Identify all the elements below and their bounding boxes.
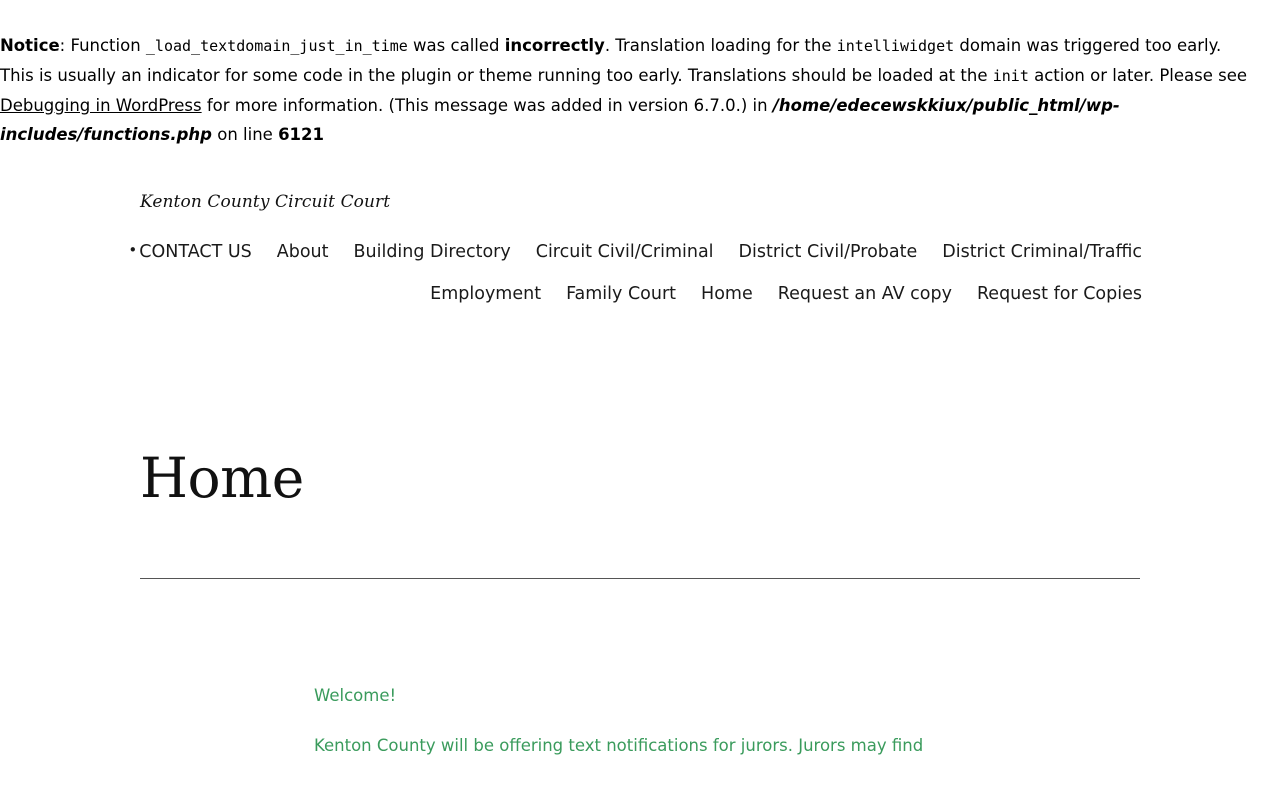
notice-domain-name: intelliwidget (836, 37, 955, 55)
page-title: Home (140, 446, 304, 510)
nav-item-building-directory[interactable]: Building Directory (353, 242, 511, 262)
notice-action-name: init (992, 67, 1029, 85)
main-navigation (0, 243, 1280, 303)
notice-seg1: : Function (59, 36, 146, 55)
notice-function-name: _load_textdomain_just_in_time (145, 37, 408, 55)
notice-line-number: 6121 (278, 125, 324, 144)
site-title[interactable]: Kenton County Circuit Court (140, 192, 391, 212)
nav-row-secondary (0, 283, 1142, 304)
notice-label: Notice (0, 36, 60, 55)
site-header (0, 192, 1280, 303)
nav-item-district-criminal-traffic[interactable]: District Criminal/Traffic (942, 242, 1142, 262)
nav-item-employment[interactable]: Employment (430, 283, 542, 304)
notice-file-path: /home/edecewskkiux/public_html/wp-includes/functions.php (0, 96, 1120, 144)
notice-seg7: on line (211, 125, 279, 144)
nav-item-about[interactable]: About (276, 242, 329, 262)
nav-row-primary (0, 243, 1142, 262)
title-divider (140, 578, 1140, 579)
debugging-in-wordpress-link[interactable]: Debugging in WordPress (0, 96, 202, 115)
welcome-text: Welcome! (314, 686, 397, 705)
nav-item-request-an-av-copy[interactable]: Request an AV copy (777, 283, 952, 304)
nav-item-district-civil-probate[interactable]: District Civil/Probate (738, 242, 918, 262)
nav-item-contact-us[interactable] (128, 243, 251, 262)
notice-seg4: domain was triggered too early. This is usually an indicator for some code in the plugin or theme running too early. Translations should be loaded at the (0, 36, 1222, 85)
nav-item-request-for-copies[interactable]: Request for Copies (976, 283, 1142, 304)
nav-item-family-court[interactable]: Family Court (566, 283, 677, 304)
nav-item-label: CONTACT US (139, 242, 252, 262)
nav-item-home[interactable]: Home (701, 283, 753, 304)
notice-incorrectly: incorrectly (504, 36, 605, 55)
main-content (314, 683, 1014, 759)
notice-seg5: action or later. Please see (1028, 66, 1248, 85)
notice-seg6: for more information. (This message was added in version 6.7.0.) in (201, 96, 773, 115)
notice-seg3: . Translation loading for the (604, 36, 837, 55)
php-notice (0, 0, 1268, 149)
content-paragraph-1: Kenton County will be offering text notifications for jurors. Jurors may find (314, 736, 924, 755)
nav-item-circuit-civil-criminal[interactable]: Circuit Civil/Criminal (535, 242, 714, 262)
bullet-icon: • (128, 241, 138, 259)
notice-seg2: was called (407, 36, 505, 55)
